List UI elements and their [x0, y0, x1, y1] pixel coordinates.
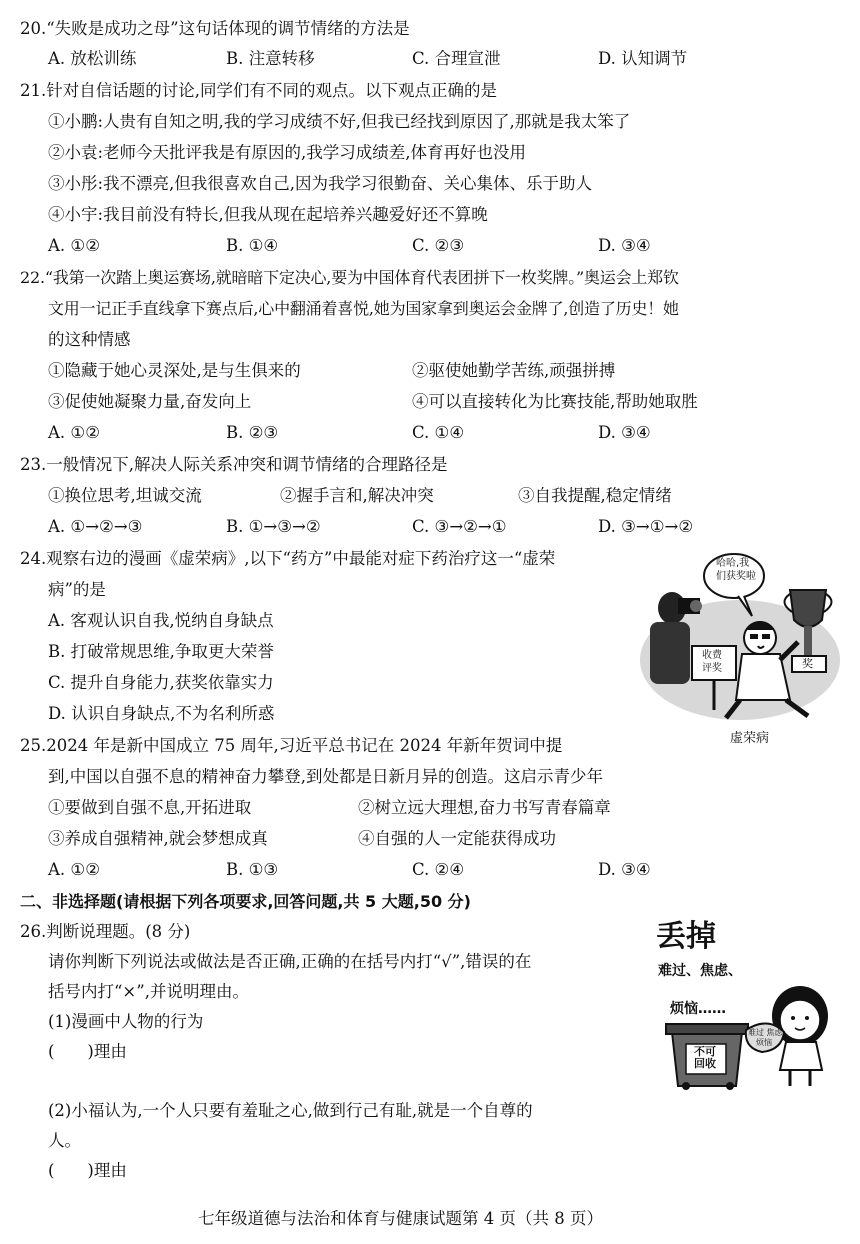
q26-part-2-line-1: (2)小福认为,一个人只要有羞耻之心,做到行己有耻,就是一个自尊的: [48, 1101, 533, 1120]
q23-option-c: C. ③→②→①: [412, 517, 507, 536]
q20-option-d: D. 认知调节: [598, 49, 688, 68]
q20-option-c: C. 合理宣泄: [412, 49, 501, 68]
q23-stem: 23.一般情况下,解决人际关系冲突和调节情绪的合理路径是: [20, 455, 448, 474]
q26-part-1-answer: ( )理由: [48, 1042, 127, 1061]
page-footer: 七年级道德与法治和体育与健康试题第 4 页（共 8 页）: [198, 1209, 603, 1228]
q24-option-d: D. 认识自身缺点,不为名利所惑: [48, 704, 275, 723]
q21-option-b: B. ①④: [226, 236, 279, 255]
q25-option-d: D. ③④: [598, 860, 651, 879]
q23-option-a: A. ①→②→③: [48, 517, 143, 536]
q22-option-b: B. ②③: [226, 423, 279, 442]
q25-line-1: 25.2024 年是新中国成立 75 周年,习近平总书记在 2024 年新年贺词中提: [20, 736, 563, 755]
q21-item-4: ④小宇:我目前没有特长,但我从现在起培养兴趣爱好还不算晚: [48, 205, 488, 224]
q22-option-d: D. ③④: [598, 423, 651, 442]
q22-option-c: C. ①④: [412, 423, 465, 442]
vanity-sign-line-2: 评奖: [702, 663, 722, 674]
q21-item-2: ②小袁:老师今天批评我是有原因的,我学习成绩差,体育再好也没用: [48, 143, 527, 162]
q24-option-a: A. 客观认识自我,悦纳自身缺点: [48, 611, 274, 630]
q23-item-3: ③自我提醒,稳定情绪: [518, 486, 672, 505]
q21-option-a: A. ①②: [48, 236, 100, 255]
q25-item-3: ③养成自强精神,就会梦想成真: [48, 829, 268, 848]
q24-line-1: 24.观察右边的漫画《虚荣病》,以下“药方”中最能对症下药治疗这一“虚荣: [20, 549, 556, 568]
bin-label-2: 回收: [694, 1057, 716, 1070]
q21-item-3: ③小彤:我不漂亮,但我很喜欢自己,因为我学习很勤奋、关心集体、乐于助人: [48, 174, 593, 193]
q22-option-a: A. ①②: [48, 423, 100, 442]
q25-option-b: B. ①③: [226, 860, 279, 879]
q23-item-1: ①换位思考,坦诚交流: [48, 486, 202, 505]
bin-label-1: 不可: [694, 1045, 716, 1058]
q21-item-1: ①小鹏:人贵有自知之明,我的学习成绩不好,但我已经找到原因了,那就是我太笨了: [48, 112, 631, 131]
vanity-speech-line-2: 们获奖啦: [716, 571, 756, 582]
q26-part-1: (1)漫画中人物的行为: [48, 1012, 204, 1031]
q20-option-a: A. 放松训练: [48, 49, 137, 68]
q22-line-2: 文用一记正手直线拿下赛点后,心中翻涌着喜悦,她为国家拿到奥运会金牌了,创造了历史！她: [48, 299, 679, 318]
q22-line-3: 的这种情感: [48, 330, 131, 349]
discard-text-1: 难过、焦虑、: [658, 963, 742, 979]
q26-instruction-1: 请你判断下列说法或做法是否正确,正确的在括号内打“√”,错误的在: [48, 952, 532, 971]
q26-instruction-2: 括号内打“×”,并说明理由。: [48, 982, 249, 1001]
q24-option-b: B. 打破常规思维,争取更大荣誉: [48, 642, 274, 661]
q22-item-4: ④可以直接转化为比赛技能,帮助她取胜: [412, 392, 698, 411]
section-2-heading: 二、非选择题(请根据下列各项要求,回答问题,共 5 大题,50 分): [20, 892, 471, 911]
discard-text-2: 烦恼……: [670, 1001, 726, 1017]
discard-cartoon: [650, 920, 840, 1090]
q20-stem: 20.“失败是成功之母”这句话体现的调节情绪的方法是: [20, 19, 410, 38]
q20-option-b: B. 注意转移: [226, 49, 315, 68]
bag-label-2: 烦恼: [756, 1038, 772, 1047]
q25-option-a: A. ①②: [48, 860, 100, 879]
q22-item-1: ①隐藏于她心灵深处,是与生俱来的: [48, 361, 301, 380]
q24-line-2: 病”的是: [48, 580, 106, 599]
q24-option-c: C. 提升自身能力,获奖依靠实力: [48, 673, 274, 692]
discard-title: 丢掉: [656, 919, 716, 954]
q23-option-d: D. ③→①→②: [598, 517, 694, 536]
q21-stem: 21.针对自信话题的讨论,同学们有不同的观点。以下观点正确的是: [20, 81, 497, 100]
q25-item-4: ④自强的人一定能获得成功: [358, 829, 556, 848]
q25-item-1: ①要做到自强不息,开拓进取: [48, 798, 252, 817]
q25-line-2: 到,中国以自强不息的精神奋力攀登,到处都是日新月异的创造。这启示青少年: [48, 767, 603, 786]
vanity-cartoon-caption: 虚荣病: [730, 731, 770, 746]
vanity-sign-line-1: 收费: [702, 650, 722, 661]
q26-title: 26.判断说理题。(8 分): [20, 922, 191, 941]
q23-option-b: B. ①→③→②: [226, 517, 321, 536]
q22-item-2: ②驱使她勤学苦练,顽强拼搏: [412, 361, 616, 380]
vanity-cartoon: [640, 550, 845, 722]
q23-item-2: ②握手言和,解决冲突: [280, 486, 434, 505]
q21-option-d: D. ③④: [598, 236, 651, 255]
q21-option-c: C. ②③: [412, 236, 465, 255]
vanity-speech-line-1: 哈哈,我: [716, 558, 750, 569]
bag-label-1: 难过 焦虑: [748, 1028, 783, 1037]
q25-option-c: C. ②④: [412, 860, 465, 879]
q26-part-2-line-2: 人。: [48, 1131, 81, 1150]
q25-item-2: ②树立远大理想,奋力书写青春篇章: [358, 798, 611, 817]
q22-line-1: 22.“我第一次踏上奥运赛场,就暗暗下定决心,要为中国体育代表团拼下一枚奖牌。”奥运会上郑钦: [20, 268, 679, 287]
vanity-trophy-label: 奖: [802, 657, 813, 670]
q26-part-2-answer: ( )理由: [48, 1161, 127, 1180]
q22-item-3: ③促使她凝聚力量,奋发向上: [48, 392, 252, 411]
